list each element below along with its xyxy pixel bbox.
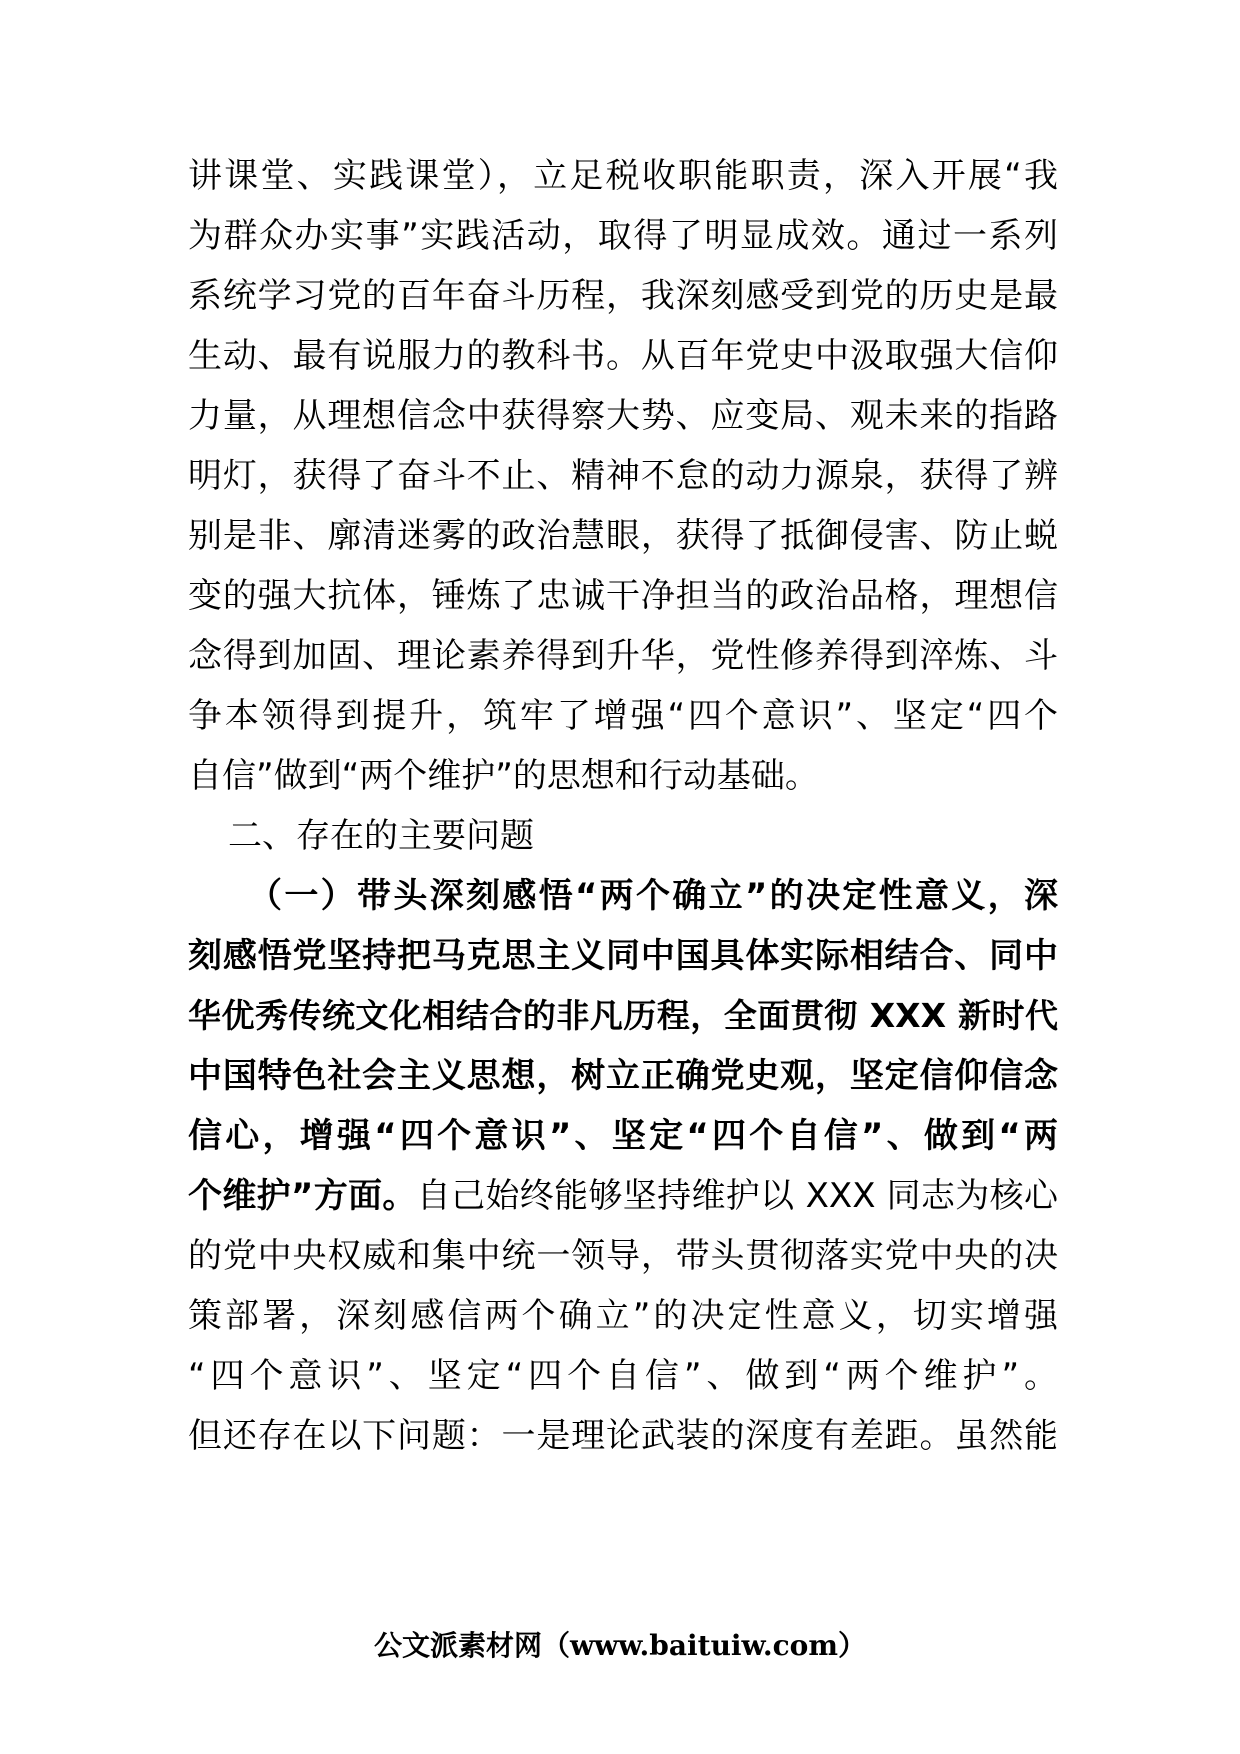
paragraph-line: 系统学习党的百年奋斗历程，我深刻感受到党的历史是最 [188, 276, 1058, 316]
paragraph-line: “四个意识”、坚定“四个自信”、做到“两个维护”。 [188, 1356, 1058, 1396]
paragraph-line: 力量，从理想信念中获得察大势、应变局、观未来的指路 [188, 396, 1058, 436]
paragraph-line: 但还存在以下问题：一是理论武装的深度有差距。虽然能 [188, 1416, 1058, 1456]
subheading-end: 个维护”方面。 [188, 1176, 417, 1216]
paragraph-line: 争本领得到提升，筑牢了增强“四个意识”、坚定“四个 [188, 696, 1058, 736]
paragraph-line: 讲课堂、实践课堂），立足税收职能职责，深入开展“我 [188, 156, 1058, 196]
paragraph-line: 变的强大抗体，锤炼了忠诚干净担当的政治品格，理想信 [188, 576, 1058, 616]
paragraph-line-last: 自信”做到“两个维护”的思想和行动基础。 [188, 756, 819, 796]
subheading-line: 信心，增强“四个意识”、坚定“四个自信”、做到“两 [188, 1116, 1058, 1156]
subheading-line: 华优秀传统文化相结合的非凡历程，全面贯彻 XXX 新时代 [188, 996, 1058, 1035]
subheading-line: 刻感悟党坚持把马克思主义同中国具体实际相结合、同中 [188, 936, 1058, 976]
paragraph-start: 自己始终能够坚持维护以 XXX 同志为核心 [416, 1176, 1058, 1216]
footer-watermark: 公文派素材网（www.baituiw.com） [374, 1629, 866, 1662]
paragraph-line: 明灯，获得了奋斗不止、精神不怠的动力源泉，获得了辨 [188, 456, 1058, 496]
mixed-line [188, 1163, 1058, 1229]
paragraph-line: 的党中央权威和集中统一领导，带头贯彻落实党中央的决 [188, 1236, 1058, 1276]
paragraph-line: 生动、最有说服力的教科书。从百年党史中汲取强大信仰 [188, 336, 1058, 376]
paragraph-line: 策部署，深刻感信两个确立”的决定性意义，切实增强 [188, 1296, 1058, 1336]
subheading-line: （一）带头深刻感悟“两个确立”的决定性意义，深 [248, 876, 1058, 916]
paragraph-line: 念得到加固、理论素养得到升华，党性修养得到淬炼、斗 [188, 636, 1058, 676]
paragraph-line: 别是非、廓清迷雾的政治慧眼，获得了抵御侵害、防止蜕 [188, 516, 1058, 556]
paragraph-line: 为群众办实事”实践活动，取得了明显成效。通过一系列 [188, 216, 1058, 256]
subheading-line: 中国特色社会主义思想，树立正确党史观，坚定信仰信念 [188, 1056, 1058, 1096]
section-heading: 二、存在的主要问题 [228, 816, 534, 856]
